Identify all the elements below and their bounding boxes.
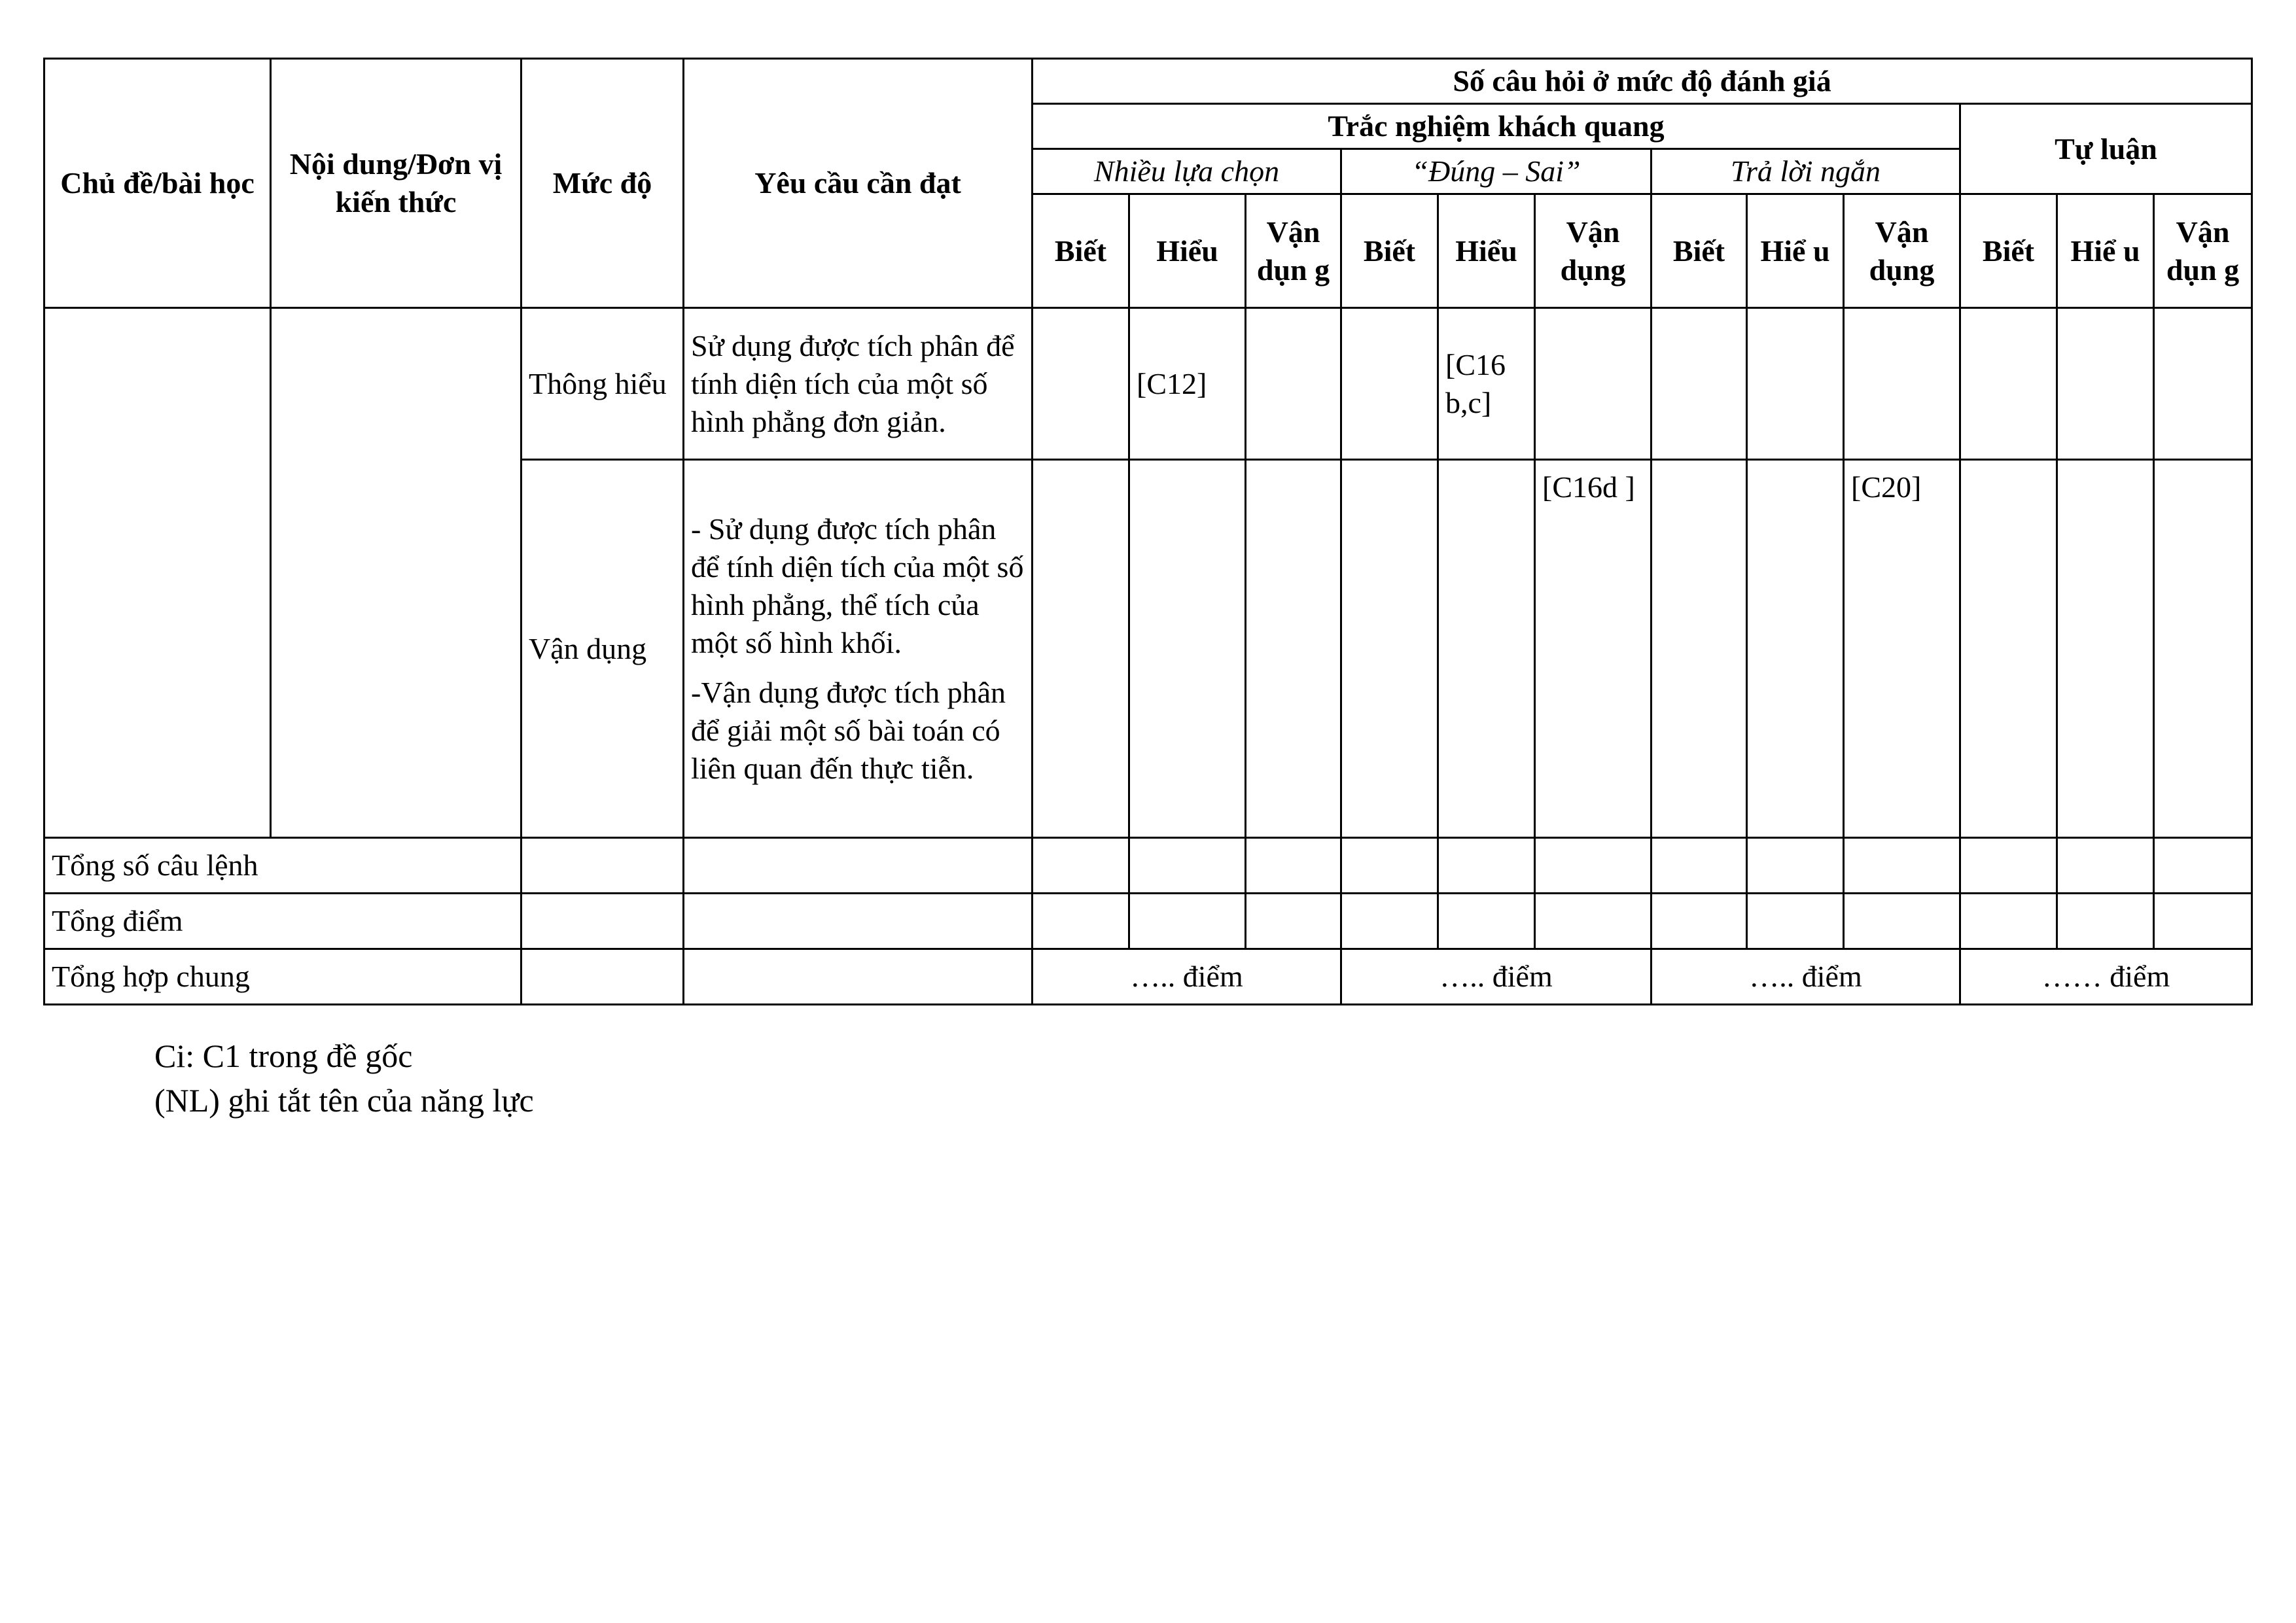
sa-apply-cell (1844, 308, 1960, 460)
header-objective: Trắc nghiệm khách quang (1033, 104, 1960, 149)
empty-cell (1438, 894, 1535, 949)
level-cell: Thông hiểu (521, 308, 684, 460)
footnote-line: Ci: C1 trong đề gốc (154, 1038, 413, 1074)
tf-apply-header: Vận dụng (1535, 194, 1651, 308)
essay-know-cell (1960, 308, 2057, 460)
empty-cell (1651, 894, 1747, 949)
sa-understand-cell (1747, 308, 1844, 460)
tf-know-cell (1341, 460, 1438, 838)
empty-cell (1747, 838, 1844, 894)
total-points-label: Tổng điểm (44, 894, 521, 949)
requirement-text: Sử dụng được tích phân để tính diện tích của một số hình phẳng đơn giản. (691, 328, 1015, 438)
mc-understand-cell: [C12] (1129, 308, 1246, 460)
header-assessment: Số câu hỏi ở mức độ đánh giá (1033, 59, 2252, 104)
empty-cell (1535, 894, 1651, 949)
empty-cell (684, 949, 1033, 1005)
header-essay: Tự luận (1960, 104, 2252, 194)
empty-cell (1747, 894, 1844, 949)
empty-cell (1651, 838, 1747, 894)
mc-apply-header: Vận dụn g (1246, 194, 1341, 308)
content-cell (271, 308, 521, 838)
essay-understand-cell (2057, 308, 2154, 460)
empty-cell (2057, 894, 2154, 949)
essay-apply-cell (2154, 308, 2252, 460)
tf-apply-cell: [C16d ] (1535, 460, 1651, 838)
sa-points-cell: ….. điểm (1651, 949, 1960, 1005)
essay-apply-cell (2154, 460, 2252, 838)
sa-know-header: Biết (1651, 194, 1747, 308)
requirement-cell (684, 460, 1033, 838)
essay-points-cell: …… điểm (1960, 949, 2252, 1005)
empty-cell (1129, 894, 1246, 949)
sa-understand-cell (1747, 460, 1844, 838)
total-points-row (44, 894, 2252, 949)
tf-understand-header: Hiểu (1438, 194, 1535, 308)
empty-cell (2154, 894, 2252, 949)
mc-know-cell (1033, 308, 1129, 460)
header-content: Nội dung/Đơn vị kiến thức (271, 59, 521, 308)
level-cell: Vận dụng (521, 460, 684, 838)
footnotes (154, 1034, 534, 1123)
sa-apply-cell: [C20] (1844, 460, 1960, 838)
mc-apply-cell (1246, 460, 1341, 838)
empty-cell (1960, 894, 2057, 949)
empty-cell (1341, 894, 1438, 949)
empty-cell (1033, 838, 1129, 894)
sa-know-cell (1651, 308, 1747, 460)
empty-cell (1033, 894, 1129, 949)
empty-cell (1844, 894, 1960, 949)
tf-understand-cell: [C16 b,c] (1438, 308, 1535, 460)
empty-cell (1341, 838, 1438, 894)
empty-cell (521, 949, 684, 1005)
empty-cell (2154, 838, 2252, 894)
sa-understand-header: Hiể u (1747, 194, 1844, 308)
header-true-false: “Đúng – Sai” (1341, 149, 1651, 194)
header-level: Mức độ (521, 59, 684, 308)
mc-understand-header: Hiểu (1129, 194, 1246, 308)
essay-know-cell (1960, 460, 2057, 838)
footnote-line: (NL) ghi tắt tên của năng lực (154, 1082, 534, 1119)
mc-know-cell (1033, 460, 1129, 838)
empty-cell (1844, 838, 1960, 894)
empty-cell (1535, 838, 1651, 894)
tf-know-cell (1341, 308, 1438, 460)
total-questions-label: Tổng số câu lệnh (44, 838, 521, 894)
tf-know-header: Biết (1341, 194, 1438, 308)
essay-understand-cell (2057, 460, 2154, 838)
header-requirement: Yêu cầu cần đạt (684, 59, 1033, 308)
tf-apply-cell (1535, 308, 1651, 460)
summary-row (44, 949, 2252, 1005)
empty-cell (1246, 894, 1341, 949)
essay-apply-header: Vận dụn g (2154, 194, 2252, 308)
sa-apply-header: Vận dụng (1844, 194, 1960, 308)
sa-know-cell (1651, 460, 1747, 838)
table-row (44, 308, 2252, 460)
tf-understand-cell (1438, 460, 1535, 838)
mc-know-header: Biết (1033, 194, 1129, 308)
requirement-text: - Sử dụng được tích phân để tính diện tích của một số hình phẳng, thể tích của một số hình khối. (691, 512, 1024, 659)
empty-cell (521, 894, 684, 949)
topic-cell (44, 308, 271, 838)
header-topic: Chủ đề/bài học (44, 59, 271, 308)
empty-cell (684, 894, 1033, 949)
empty-cell (521, 838, 684, 894)
requirement-cell (684, 308, 1033, 460)
empty-cell (1438, 838, 1535, 894)
empty-cell (2057, 838, 2154, 894)
empty-cell (1246, 838, 1341, 894)
summary-label: Tổng hợp chung (44, 949, 521, 1005)
mc-understand-cell (1129, 460, 1246, 838)
mc-apply-cell (1246, 308, 1341, 460)
empty-cell (1960, 838, 2057, 894)
tf-points-cell: ….. điểm (1341, 949, 1651, 1005)
requirement-text: -Vận dụng được tích phân để giải một số bài toán có liên quan đến thực tiễn. (691, 675, 1006, 785)
header-multiple-choice: Nhiều lựa chọn (1033, 149, 1341, 194)
total-questions-row (44, 838, 2252, 894)
header-short-answer: Trả lời ngắn (1651, 149, 1960, 194)
empty-cell (684, 838, 1033, 894)
essay-know-header: Biết (1960, 194, 2057, 308)
mc-points-cell: ….. điểm (1033, 949, 1341, 1005)
essay-understand-header: Hiể u (2057, 194, 2154, 308)
empty-cell (1129, 838, 1246, 894)
assessment-matrix-table (43, 58, 2253, 1005)
